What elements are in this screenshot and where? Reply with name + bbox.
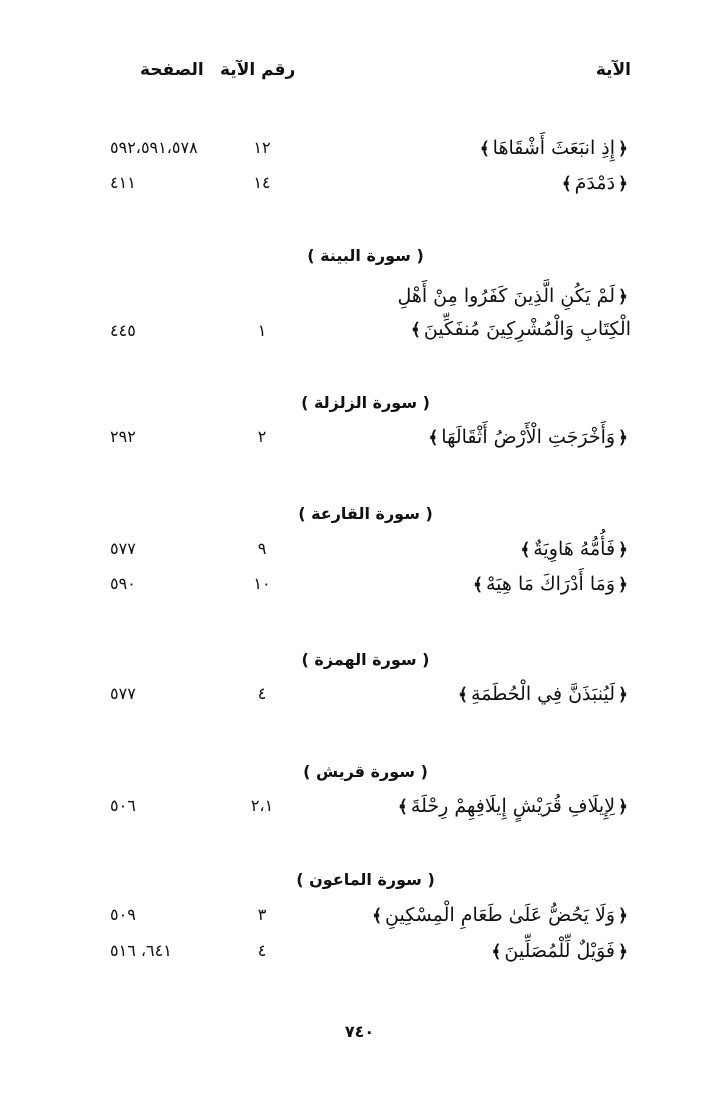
verse-text: ﴿لَمْ يَكُنِ الَّذِينَ كَفَرُوا مِنْ أَهْلِ الْكِتَابِ وَالْمُشْرِكِينَ مُنفَكِّينَ﴾ <box>397 285 631 340</box>
ayah-number: ٤ <box>257 941 267 960</box>
open-bracket: ﴿ <box>618 906 628 926</box>
table-row <box>0 789 719 823</box>
ayah-number: ١٠ <box>253 574 271 593</box>
ayah-number: ٣ <box>257 905 267 924</box>
header-ayah: الآية <box>595 60 631 80</box>
page-refs: ٤٤٥ <box>110 321 136 340</box>
verse-text: ﴿إِذِ انبَعَثَ أَشْقَاهَا﴾ <box>477 131 631 166</box>
header-ayah-number: رقم الآية <box>220 60 296 80</box>
table-row <box>0 677 719 711</box>
surah-heading: ( سورة القارعة ) <box>298 504 433 523</box>
table-row <box>0 532 719 566</box>
page-refs: ٥٠٦ <box>110 796 136 815</box>
surah-heading: ( سورة الهمزة ) <box>301 650 430 669</box>
close-bracket: ﴾ <box>473 575 483 595</box>
open-bracket: ﴿ <box>618 139 628 159</box>
ayah-number: ١ <box>257 321 267 340</box>
open-bracket: ﴿ <box>618 540 628 560</box>
verse-text: ﴿فَوَيْلٌ لِّلْمُصَلِّينَ﴾ <box>488 934 631 969</box>
close-bracket: ﴾ <box>479 139 490 159</box>
open-bracket: ﴿ <box>618 174 628 194</box>
page-refs: ٤١١ <box>110 173 136 192</box>
table-row <box>0 166 719 200</box>
table-row <box>0 420 719 454</box>
table-row <box>0 131 719 165</box>
page-refs: ٥٧٧ <box>110 539 136 558</box>
close-bracket: ﴾ <box>410 320 421 340</box>
open-bracket: ﴿ <box>618 575 628 595</box>
ayah-number: ٩ <box>257 539 267 558</box>
close-bracket: ﴾ <box>561 174 572 194</box>
page-refs: ٦٤١، ٥١٦ <box>110 941 172 960</box>
close-bracket: ﴾ <box>491 942 502 962</box>
header-page: الصفحة <box>140 60 204 80</box>
surah-heading: ( سورة البينة ) <box>307 246 424 265</box>
table-row <box>0 280 719 348</box>
verse-text: ﴿لَيُنبَذَنَّ فِي الْحُطَمَةِ﴾ <box>455 677 631 712</box>
ayah-number: ١٤ <box>253 173 271 192</box>
ayah-number: ٤ <box>257 684 267 703</box>
surah-heading: ( سورة قريش ) <box>303 762 428 781</box>
surah-heading: ( سورة الزلزلة ) <box>301 393 430 412</box>
page-refs: ٢٩٢ <box>110 427 136 446</box>
open-bracket: ﴿ <box>618 797 628 817</box>
table-row <box>0 567 719 601</box>
ayah-number: ٢ <box>257 427 267 446</box>
verse-text: ﴿دَمْدَمَ﴾ <box>559 166 631 201</box>
open-bracket: ﴿ <box>618 428 628 448</box>
page-refs: ٥٩٢،٥٩١،٥٧٨ <box>110 138 198 157</box>
table-row <box>0 898 719 932</box>
open-bracket: ﴿ <box>618 685 628 705</box>
page-refs: ٥٠٩ <box>110 905 136 924</box>
surah-heading: ( سورة الماعون ) <box>296 870 435 889</box>
close-bracket: ﴾ <box>428 428 439 448</box>
close-bracket: ﴾ <box>372 906 383 926</box>
close-bracket: ﴾ <box>520 540 531 560</box>
open-bracket: ﴿ <box>618 942 628 962</box>
page-refs: ٥٧٧ <box>110 684 136 703</box>
open-bracket: ﴿ <box>618 287 628 307</box>
verse-text: ﴿فَأُمُّهُ هَاوِيَةٌ﴾ <box>517 532 631 567</box>
verse-text: ﴿وَمَا أَدْرَاكَ مَا هِيَهْ﴾ <box>470 567 631 602</box>
close-bracket: ﴾ <box>458 685 469 705</box>
verse-text: ﴿وَأَخْرَجَتِ الْأَرْضُ أَثْقَالَهَا﴾ <box>425 420 631 455</box>
close-bracket: ﴾ <box>397 797 408 817</box>
page-number: ٧٤٠ <box>344 1022 375 1041</box>
page-refs: ٥٩٠ <box>110 574 136 593</box>
verse-text: ﴿وَلَا يَحُضُّ عَلَىٰ طَعَامِ الْمِسْكِينِ﴾ <box>369 898 631 933</box>
ayah-number: ١٢ <box>253 138 271 157</box>
verse-text: ﴿لِإِيلَافِ قُرَيْشٍ إِيلَافِهِمْ رِحْلَةَ﴾ <box>395 789 631 824</box>
ayah-number: ٢،١ <box>250 796 274 815</box>
table-row <box>0 934 719 968</box>
